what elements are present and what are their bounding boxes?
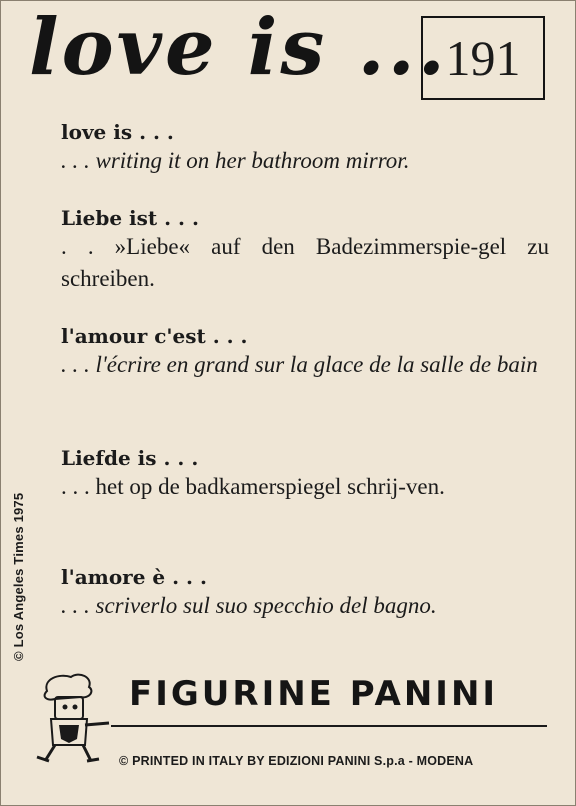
entry-english <box>61 119 549 177</box>
entry-text: . . . writing it on her bathroom mirror. <box>61 148 410 173</box>
side-copyright: © Los Angeles Times 1975 <box>11 492 26 661</box>
card-title: love is ... <box>29 2 448 93</box>
entry-italian <box>61 564 549 622</box>
entry-heading: l'amore è . . . <box>61 565 207 589</box>
entry-german <box>61 205 549 295</box>
entry-text: . . . het op de badkamerspiegel schrij-ven. <box>61 474 445 499</box>
brand-name: FIGURINE PANINI <box>129 674 499 714</box>
entry-heading: love is . . . <box>61 120 174 144</box>
entry-text: . . . scriverlo sul suo specchio del bagno. <box>61 593 437 618</box>
entry-text: . . . l'écrire en grand sur la glace de la salle de bain <box>61 352 538 377</box>
printed-notice: © PRINTED IN ITALY BY EDIZIONI PANINI S.p.a - MODENA <box>119 754 474 768</box>
entry-heading: Liefde is . . . <box>61 446 199 470</box>
entry-heading: l'amour c'est . . . <box>61 324 248 348</box>
entry-dutch <box>61 445 549 503</box>
panini-knight-logo-icon <box>29 669 111 765</box>
card-number: 191 <box>421 16 545 100</box>
entry-heading: Liebe ist . . . <box>61 206 199 230</box>
footer-rule <box>111 725 547 727</box>
entry-text: . . »Liebe« auf den Badezimmerspie-gel zu schreiben. <box>61 234 549 291</box>
entry-french <box>61 323 549 381</box>
